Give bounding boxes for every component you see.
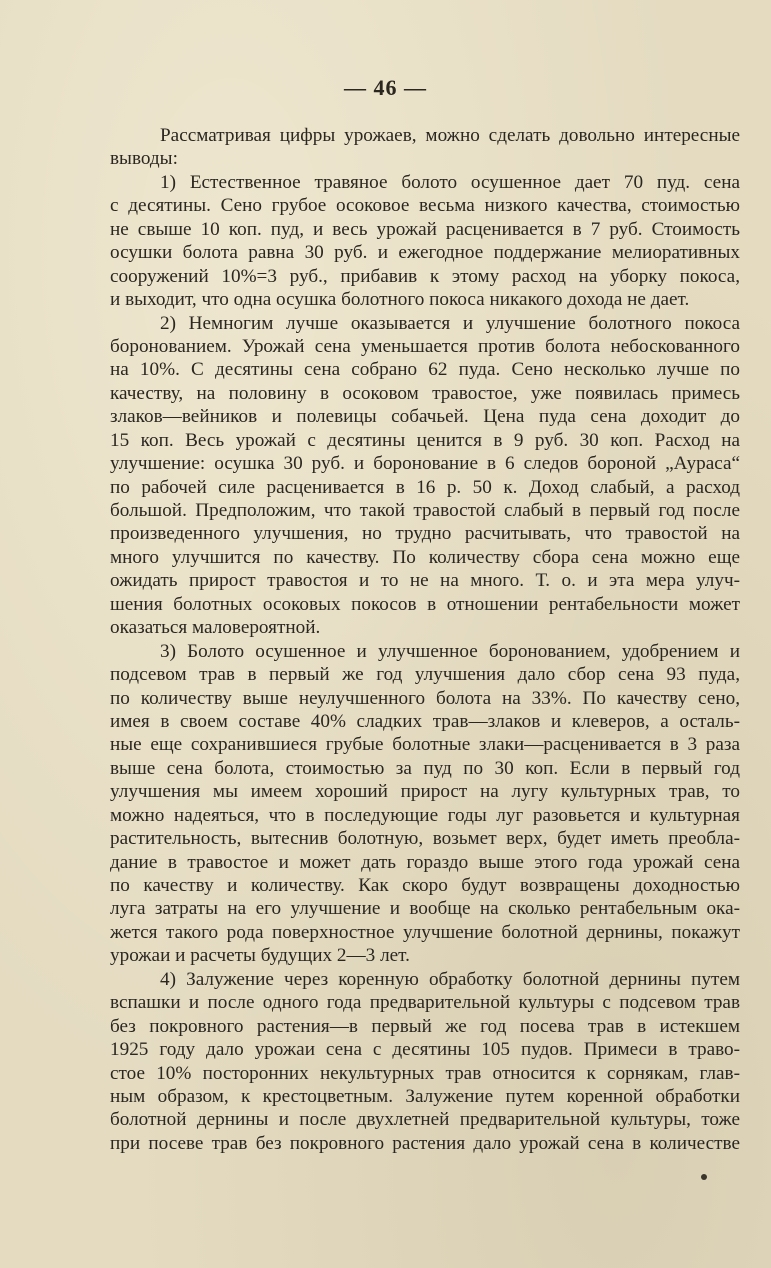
- ink-speck: [701, 1174, 707, 1180]
- text-line: 3) Болото осушенное и улучшенное боронованием, удобрением и: [160, 640, 740, 662]
- body-text: [110, 124, 740, 1155]
- text-line: по количеству выше неулучшенного болота на 33%. По качеству сено,: [110, 687, 740, 709]
- text-line: качеству, на половину в осоковом травостое, уже появилась примесь: [110, 382, 740, 404]
- text-line: на 10%. С десятины сена собрано 62 пуда. Сено несколько лучше по: [110, 359, 740, 381]
- text-line: болотной дернины и после двухлетней предварительной культуры, тоже: [110, 1109, 740, 1131]
- text-line: произведенного улучшения, но трудно расчитывать, что травостой на: [110, 523, 740, 545]
- text-line: без покровного растения—в первый же год посева трав в истекшем: [110, 1015, 740, 1037]
- text-line: ные еще сохранившиеся грубые болотные злаки—расценивается в 3 раза: [110, 734, 740, 756]
- text-line: 2) Немногим лучше оказывается и улучшение болотного покоса: [160, 312, 740, 334]
- text-line: имея в своем составе 40% сладких трав—злаков и клеверов, а осталь-: [110, 710, 740, 732]
- text-line: подсевом трав в первый же год улучшения дало сбор сена 93 пуда,: [110, 664, 740, 686]
- text-line: дание в травостое и может дать гораздо выше этого года урожай сена: [110, 851, 740, 873]
- text-line: вспашки и после одного года предварительной культуры с подсевом трав: [110, 992, 740, 1014]
- text-line: Рассматривая цифры урожаев, можно сделать довольно интересные: [160, 125, 740, 146]
- text-line: улучшение: осушка 30 руб. и боронование в 6 следов бороной „Аураса“: [110, 453, 740, 475]
- text-line: улучшения мы имеем хороший прирост на лугу культурных трав, то: [110, 781, 740, 803]
- text-line: не свыше 10 коп. пуд, и весь урожай расценивается в 7 руб. Стоимость: [110, 218, 740, 240]
- text-line: 1925 году дало урожаи сена с десятины 105 пудов. Примеси в траво-: [110, 1039, 740, 1061]
- text-line: много улучшится по качеству. По количеству сбора сена можно еще: [110, 546, 740, 568]
- text-line: растительность, вытеснив болотную, возьмет верх, будет иметь преобла-: [110, 828, 740, 850]
- text-line: выводы:: [110, 148, 178, 170]
- text-line: луга затраты на его улучшение и вообще на сколько рентабельным ока-: [110, 898, 740, 920]
- text-line: ным образом, к крестоцветным. Залужение путем коренной обработки: [110, 1085, 740, 1107]
- text-line: шения болотных осоковых покосов в отношении рентабельности может: [110, 593, 740, 615]
- text-line: урожаи и расчеты будущих 2—3 лет.: [110, 945, 410, 967]
- text-line: осушки болота равна 30 руб. и ежегодное поддержание мелиоративных: [110, 242, 740, 264]
- text-line: оказаться маловероятной.: [110, 617, 321, 639]
- text-line: 1) Естественное травяное болото осушенное дает 70 пуд. сена: [160, 171, 740, 193]
- text-line: по качеству и количеству. Как скоро будут возвращены доходностью: [110, 875, 740, 896]
- text-line: стое 10% посторонних некультурных трав относится к сорнякам, глав-: [110, 1062, 740, 1084]
- text-line: сооружений 10%=3 руб., прибавив к этому расход на уборку покоса,: [110, 265, 740, 287]
- text-line: 15 коп. Весь урожай с десятины ценится в 9 руб. 30 коп. Расход на: [110, 429, 740, 451]
- text-line: 4) Залужение через коренную обработку болотной дернины путем: [160, 968, 740, 990]
- text-line: большой. Предположим, что такой травостой слабый в первый год после: [110, 500, 740, 521]
- text-line: по рабочей силе расценивается в 16 р. 50 к. Доход слабый, а расход: [110, 476, 740, 498]
- text-line: боронованием. Урожай сена уменьшается против болота небоскованного: [110, 335, 740, 357]
- text-line: при посеве трав без покровного растения дало урожай сена в количестве: [110, 1132, 740, 1154]
- text-line: с десятины. Сено грубое осоковое весьма низкого качества, стоимостью: [110, 195, 740, 217]
- text-line: выше сена болота, стоимостью за пуд по 30 коп. Если в первый год: [110, 757, 740, 779]
- text-line: злаков—вейников и полевицы собачьей. Цена пуда сена доходит до: [110, 406, 740, 428]
- text-line: жется такого рода поверхностное улучшение болотной дернины, покажут: [110, 921, 740, 943]
- page-number: — 46 —: [344, 75, 427, 100]
- text-line: можно надеяться, что в последующие годы луг разовьется и культурная: [110, 804, 740, 826]
- text-line: ожидать прирост травостоя и то не на много. Т. о. и эта мера улуч-: [110, 570, 740, 592]
- text-line: и выходит, что одна осушка болотного покоса никакого дохода не дает.: [110, 289, 690, 311]
